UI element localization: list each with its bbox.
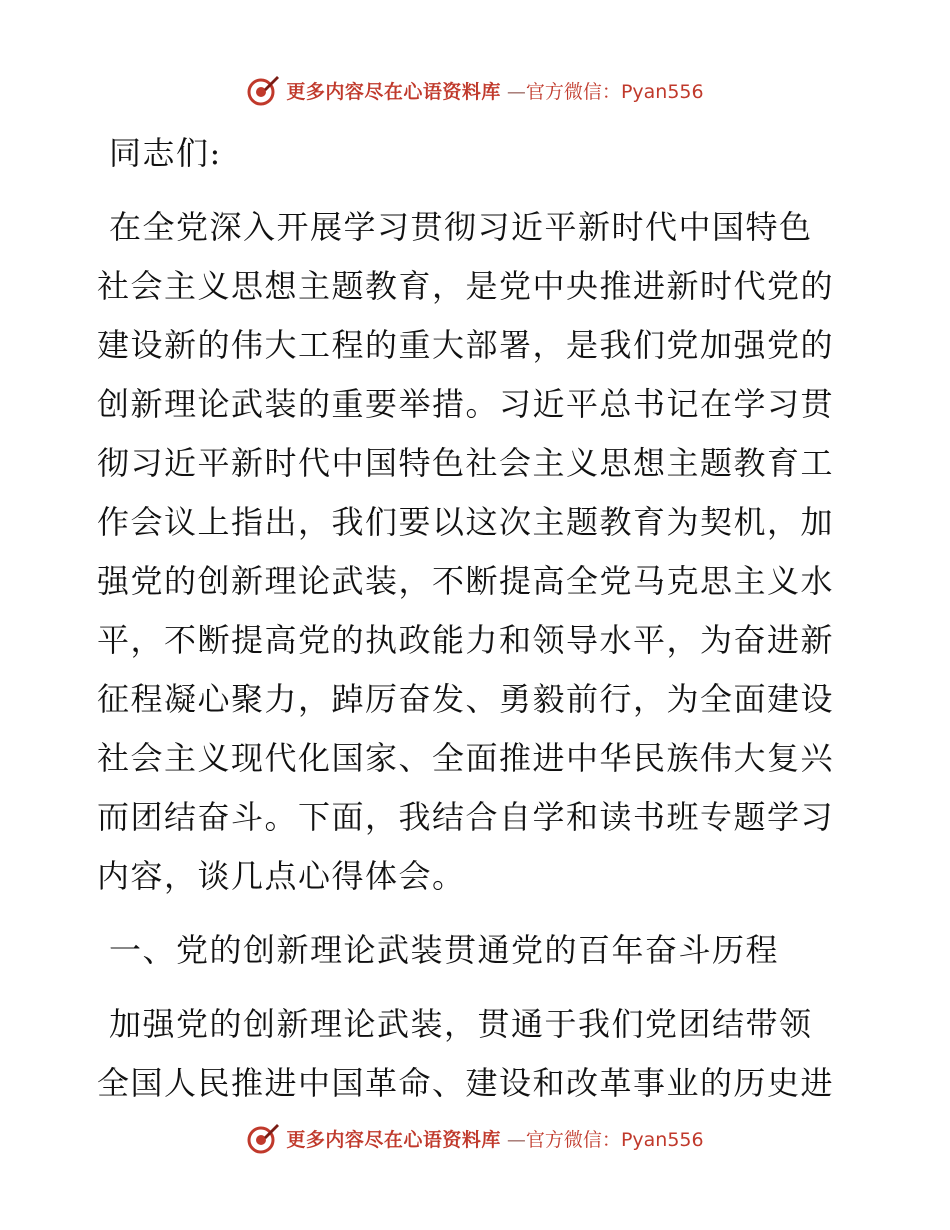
text-line: 创新理论武装的重要举措。习近平总书记在学习贯 [97, 385, 835, 423]
text-line: 平，不断提高党的执政能力和领导水平，为奋进新 [97, 621, 835, 659]
text-line: 全国人民推进中国革命、建设和改革事业的历史进 [97, 1064, 835, 1102]
text-line: 彻习近平新时代中国特色社会主义思想主题教育工 [97, 444, 835, 482]
text-line: 强党的创新理论武装，不断提高全党马克思主义水 [97, 562, 835, 600]
paragraph-intro [97, 198, 857, 906]
text-line: 社会主义思想主题教育，是党中央推进新时代党的 [97, 267, 835, 305]
site-name: 更多内容尽在心语资料库 [286, 80, 501, 103]
section-heading: 一、党的创新理论武装贯通党的百年奋斗历程 [109, 931, 780, 969]
site-name: 更多内容尽在心语资料库 [286, 1128, 501, 1151]
document-body [97, 124, 857, 1113]
text-line: 而团结奋斗。下面，我结合自学和读书班专题学习 [97, 798, 835, 836]
pen-circle-logo-icon [246, 73, 280, 107]
text-line: 社会主义现代化国家、全面推进中华民族伟大复兴 [97, 739, 835, 777]
contact-info: —官方微信：Pyan556 [506, 80, 704, 103]
header-watermark [0, 70, 950, 110]
pen-circle-logo-icon [246, 1121, 280, 1155]
text-line: 加强党的创新理论武装，贯通于我们党团结带领 [109, 1005, 813, 1043]
contact-info: —官方微信：Pyan556 [506, 1128, 704, 1151]
text-line: 内容，谈几点心得体会。 [97, 857, 466, 895]
text-line: 征程凝心聚力，踔厉奋发、勇毅前行，为全面建设 [97, 680, 835, 718]
paragraph-section-1 [97, 995, 857, 1113]
text-line: 建设新的伟大工程的重大部署，是我们党加强党的 [97, 326, 835, 364]
text-line: 作会议上指出，我们要以这次主题教育为契机，加 [97, 503, 835, 541]
footer-watermark [0, 1118, 950, 1158]
salutation: 同志们: [109, 134, 222, 172]
text-line: 在全党深入开展学习贯彻习近平新时代中国特色 [109, 208, 813, 246]
